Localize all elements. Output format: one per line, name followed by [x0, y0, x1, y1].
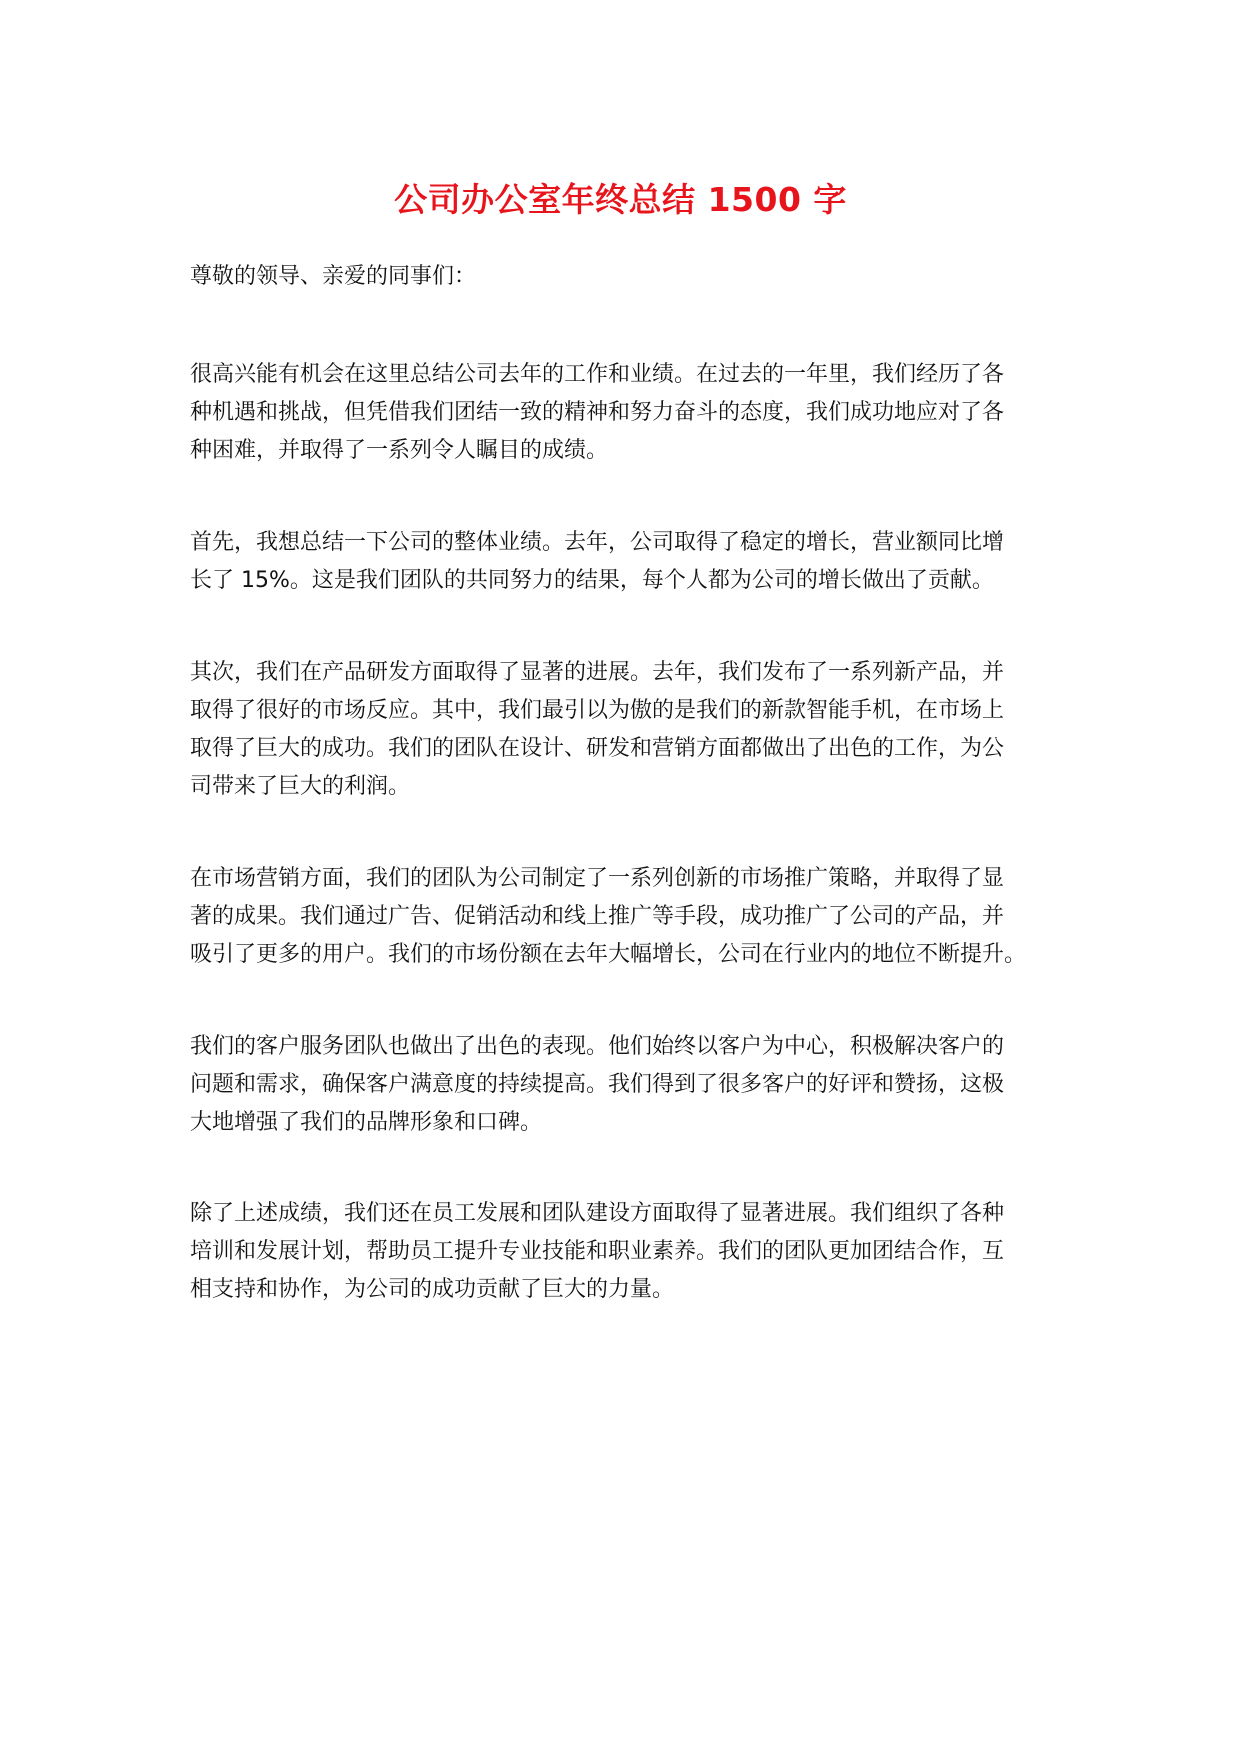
- paragraph-intro: [190, 356, 1060, 470]
- paragraph-line: 著的成果。我们通过广告、促销活动和线上推广等手段，成功推广了公司的产品，并: [190, 904, 1005, 929]
- paragraph-line: 相支持和协作，为公司的成功贡献了巨大的力量。: [190, 1277, 675, 1302]
- paragraph-line: 种困难，并取得了一系列令人瞩目的成绩。: [190, 438, 609, 463]
- paragraph-line: 问题和需求，确保客户满意度的持续提高。我们得到了很多客户的好评和赞扬，这极: [190, 1072, 1005, 1097]
- document-title: 公司办公室年终总结 1500 字: [394, 180, 847, 219]
- paragraph-line: 种机遇和挑战，但凭借我们团结一致的精神和努力奋斗的态度，我们成功地应对了各: [190, 400, 1005, 425]
- paragraph-line: 我们的客户服务团队也做出了出色的表现。他们始终以客户为中心，积极解决客户的: [190, 1034, 1005, 1059]
- paragraph-line: 长了 15%。这是我们团队的共同努力的结果，每个人都为公司的增长做出了贡献。: [190, 568, 994, 593]
- paragraph-line: 培训和发展计划，帮助员工提升专业技能和职业素养。我们的团队更加团结合作，互: [190, 1239, 1005, 1264]
- salutation: 尊敬的领导、亲爱的同事们：: [190, 264, 477, 289]
- paragraph-line: 除了上述成绩，我们还在员工发展和团队建设方面取得了显著进展。我们组织了各种: [190, 1201, 1005, 1226]
- paragraph-line: 吸引了更多的用户。我们的市场份额在去年大幅增长，公司在行业内的地位不断提升。: [190, 942, 1027, 967]
- paragraph-line: 取得了巨大的成功。我们的团队在设计、研发和营销方面都做出了出色的工作，为公: [190, 736, 1005, 761]
- paragraph-marketing: [190, 860, 1060, 974]
- paragraph-line: 很高兴能有机会在这里总结公司去年的工作和业绩。在过去的一年里，我们经历了各: [190, 362, 1005, 387]
- paragraph-line: 首先，我想总结一下公司的整体业绩。去年，公司取得了稳定的增长，营业额同比增: [190, 530, 1005, 555]
- paragraph-line: 在市场营销方面，我们的团队为公司制定了一系列创新的市场推广策略，并取得了显: [190, 866, 1005, 891]
- paragraph-line: 其次，我们在产品研发方面取得了显著的进展。去年，我们发布了一系列新产品，并: [190, 660, 1005, 685]
- paragraph-overall-performance: [190, 524, 1060, 600]
- paragraph-line: 大地增强了我们的品牌形象和口碑。: [190, 1110, 543, 1135]
- paragraph-line: 司带来了巨大的利润。: [190, 774, 411, 799]
- paragraph-product-rd: [190, 654, 1060, 806]
- paragraph-line: 取得了很好的市场反应。其中，我们最引以为傲的是我们的新款智能手机，在市场上: [190, 698, 1005, 723]
- paragraph-staff-development: [190, 1195, 1060, 1309]
- paragraph-customer-service: [190, 1028, 1060, 1142]
